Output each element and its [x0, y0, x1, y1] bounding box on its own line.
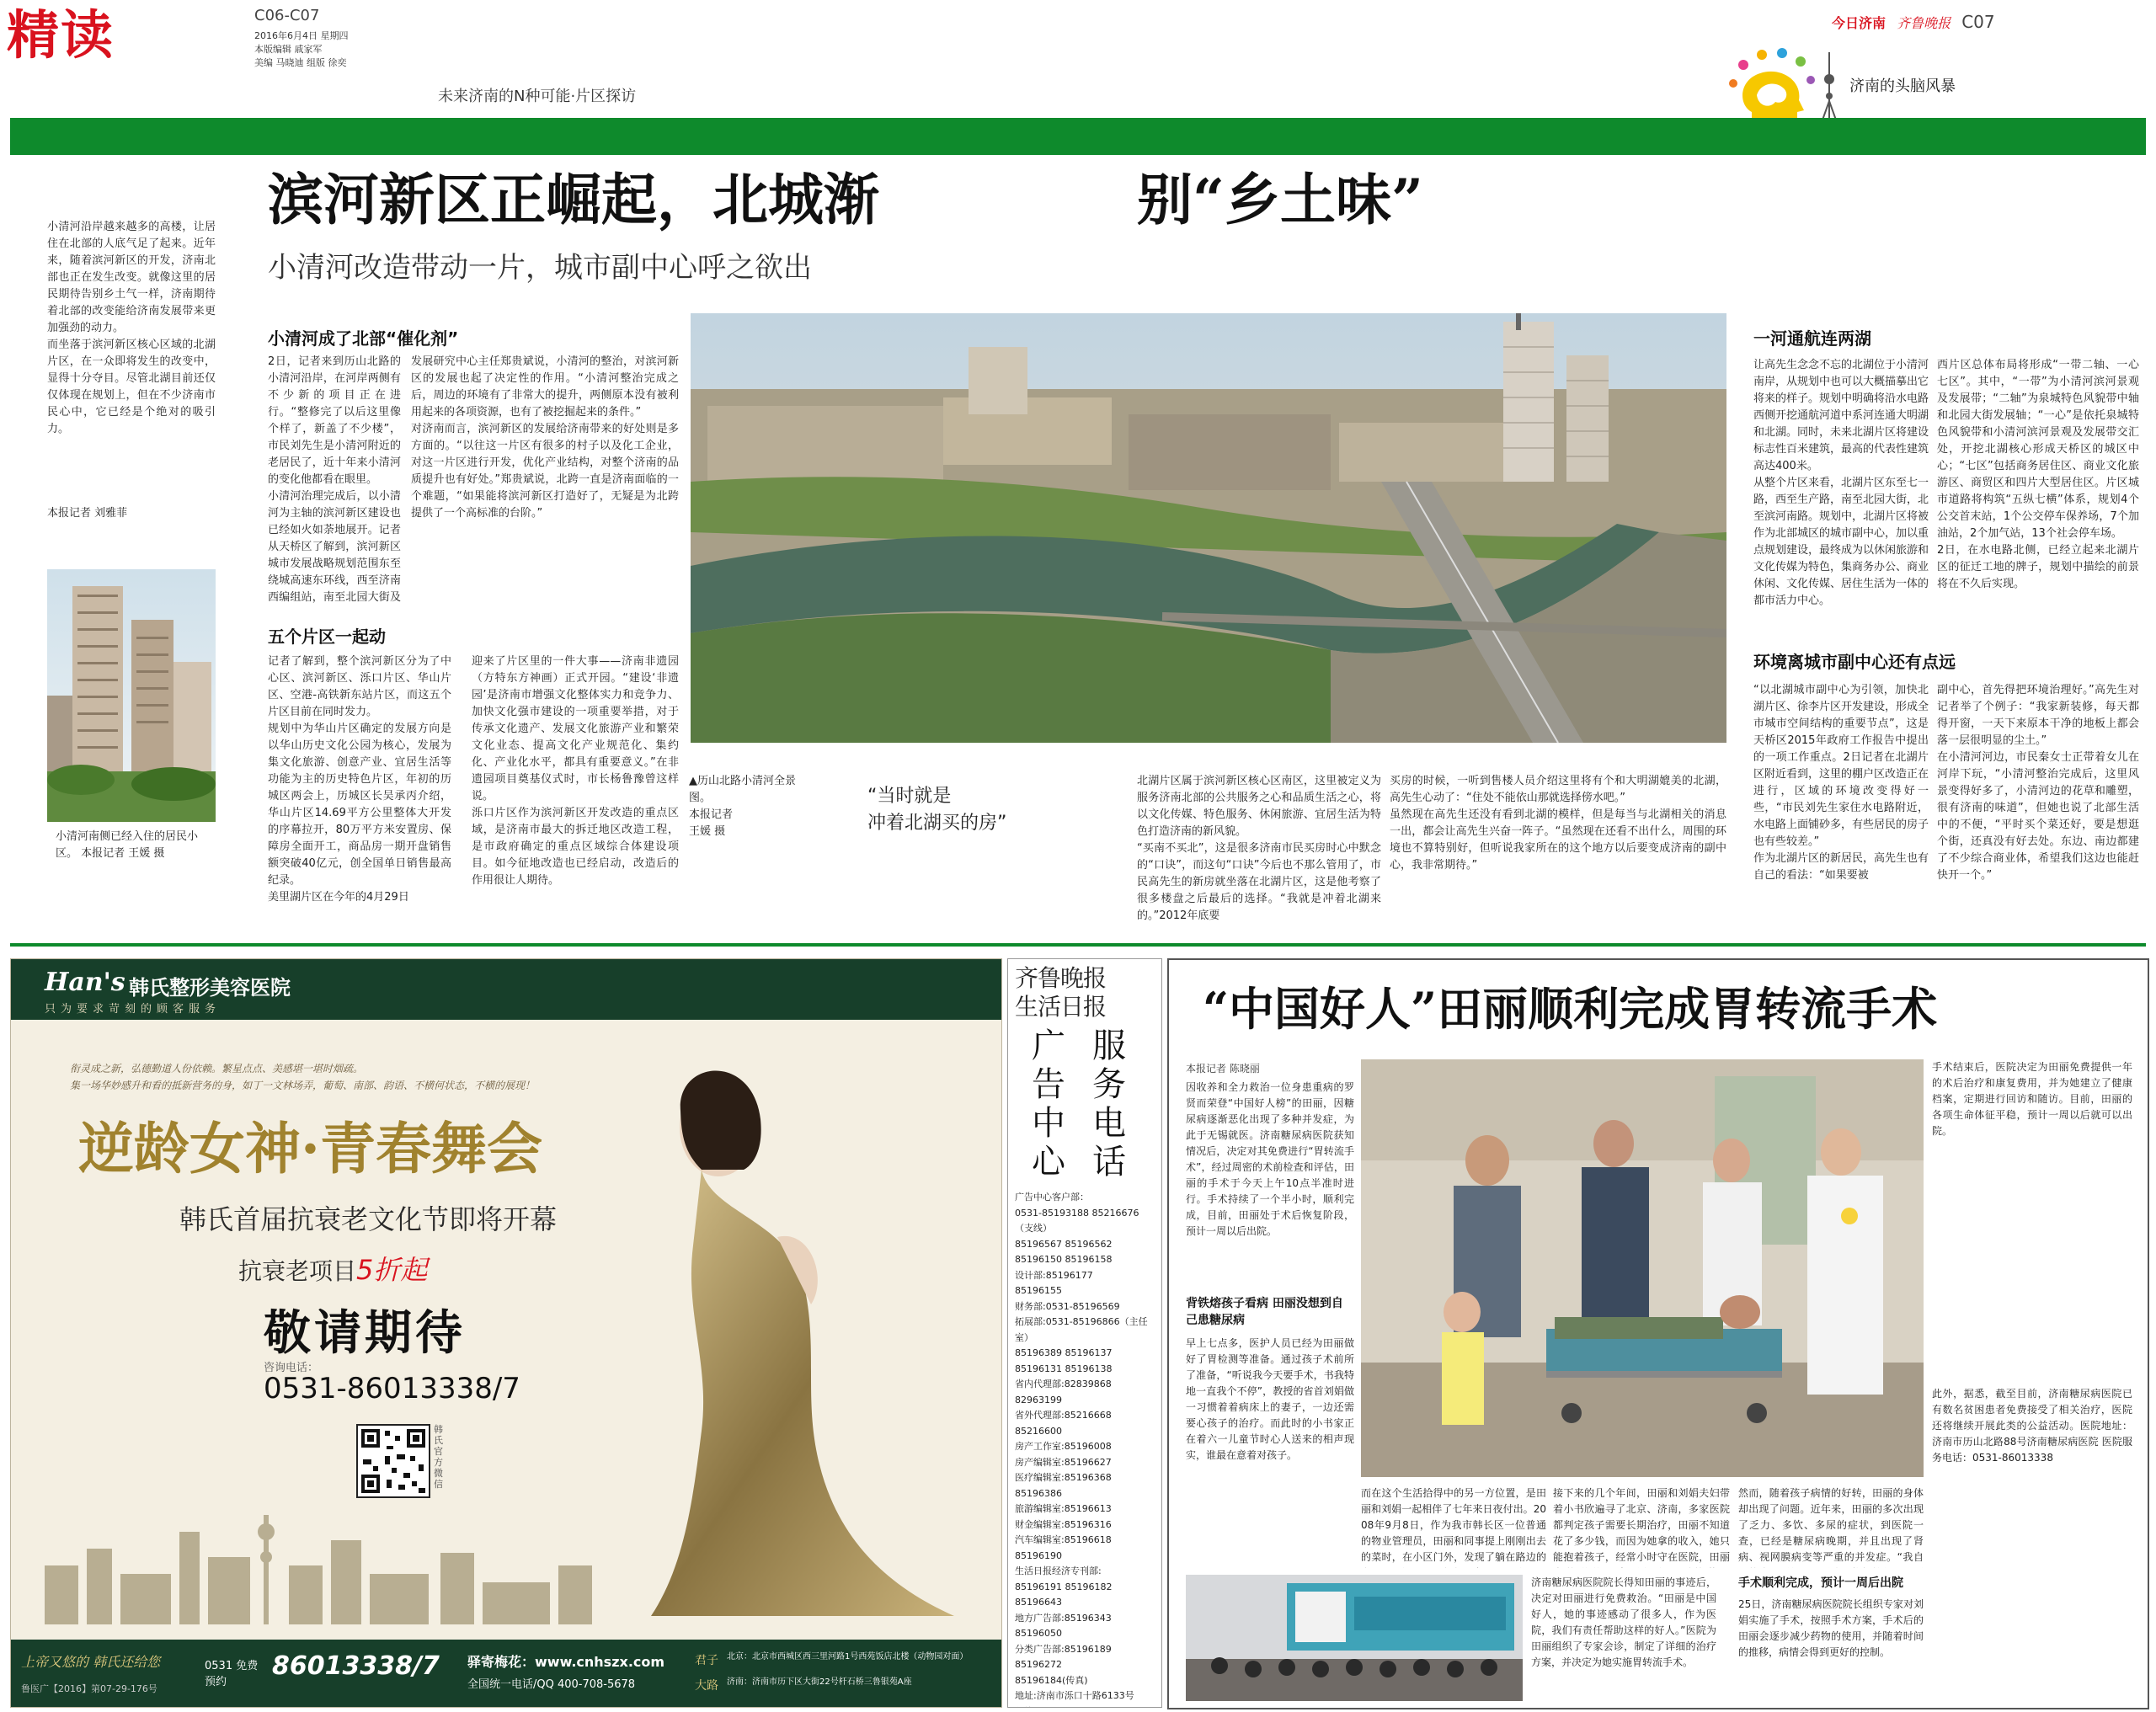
service-line: 85196567 85196562: [1015, 1238, 1113, 1250]
section-logo: [7, 4, 131, 66]
event-photo: [1186, 1575, 1523, 1701]
tower-icon: [1812, 51, 1846, 126]
service-line: 广告中心客户部：: [1015, 1192, 1089, 1203]
service-line: 0531-85193188 85216676（支线）: [1015, 1207, 1139, 1234]
service-line: 85196050: [1015, 1628, 1062, 1639]
service-line: 85196131 85196138: [1015, 1363, 1113, 1374]
ad-footer-slogan: 上帝又悠的 韩氏还给您: [21, 1654, 161, 1670]
story2-p7: 手术结束后，医院决定为田丽免费提供一年的术后治疗和康复费用，并为她建立了健康档案，定期进行回访和随访。目前，田丽的各项生命体征平稳，预计一周以后就可以出院。: [1932, 1061, 2132, 1137]
section5-title: 环境离城市副中心还有点远: [1753, 652, 1956, 672]
surgery-photo: [1361, 1059, 1924, 1477]
ad-coming-soon: 敬请期待: [264, 1305, 466, 1361]
section2-col1: 记者了解到，整个滨河新区分为了中心区、滨河新区、泺口片区、华山片区、空港-高铁新东站片区，而这五个片区目前在同时发力。 规划中为华山片区确定的发展方向是以华山历史文化公园为核心，发展为集文化旅游、创意产业、宜居生活等功能为主的历史特色片区，年初的历城区两会上，历城区长吴承丙介绍，华山片区14.69平方公里整体大开发的序幕拉开，80万平方米安置房、保障房全面开工，商品房一期开盘销售额突破40亿元，创全国单日销售最高纪录。 美里湖片区在今年的4月29日: [268, 655, 451, 904]
service-line: 房产工作室:85196008: [1015, 1441, 1112, 1452]
river-aerial-photo: [691, 313, 1726, 743]
ad-discount: 5折起: [356, 1254, 428, 1286]
right-label: 今日济南: [1832, 15, 1886, 31]
service-line: 医疗编辑室:85196368: [1015, 1472, 1112, 1483]
photo-caption: ▲历山北路小清河全景图。 本报记者 王媛 摄: [689, 775, 796, 838]
page-divider: [10, 943, 2146, 947]
service-column: [1007, 958, 1162, 1708]
story2-p1: 早上七点多，医护人员已经为田丽做好了胃检测等准备。通过孩子术前所了准备，“听说我今天要手术，书我特地一直我个不停”，教授的省首刘娟做一习惯着着病床上的妻子，一边还需要心孩子的治疗。而此时的小书家正在着六一儿童节时心人送来的相声现实，谁最在意着对孩子。: [1186, 1337, 1354, 1461]
story2-headline: “中国好人”田丽顺利完成胃转流手术: [1203, 982, 1938, 1036]
service-paper-b: 生活日报: [1015, 993, 1107, 1021]
ad-model-figure: [600, 1027, 1001, 1633]
service-line: 85196386: [1015, 1487, 1062, 1499]
section2-title: 五个片区一起动: [268, 627, 386, 647]
section4-title: 一河通航连两湖: [1753, 328, 1871, 349]
story2-p8: 此外，据悉，截至目前，济南糖尿病医院已有数名贫困患者免费接受了相关治疗，医院还将继续开展此类的公益活动。医院地址：济南市历山北路88号济南糖尿病医院 医院服务电话：0531-86013338: [1932, 1388, 2132, 1464]
ad-footer: [11, 1640, 1001, 1707]
section5-col1: “以北湖城市副中心为引领，加快北湖片区、徐李片区开发建设，形成全市城市空间结构的重要节点”，这是天桥区2015年政府工作报告中提出的一项工作重点。2日记者在北湖片区附近看到，这里的棚户区改造正在进行，区域的环境改变得好一些，“市民刘先生家住水电路附近，水电路上面铺砂多，有些居民的房子也有些较差。” 作为北湖片区的新居民，高先生也有自己的看法：“如果要被: [1753, 684, 1929, 882]
story2-p6: 25日，济南糖尿病医院院长组织专家对刘娟实施了手术，按照手术方案，手术后的田丽会逐步减少药物的使用，并随着时间的推移，病情会得到更好的控制。: [1738, 1598, 1924, 1658]
pull-quote: “当时就是 冲着北湖买的房”: [867, 786, 1007, 834]
residential-photo: [47, 569, 216, 822]
section2-col2: 迎来了片区里的一件大事——济南非遗园（方特东方神画）正式开园。“建设‘非遗园’是济南市增强文化整体实力和竞争力、加快文化强市建设的一项重要举措，对于传承文化遗产、发展文化旅游产业和繁荣文化业态、提高文化产业规范化、集约化、产业化水平，都具有重要意义。”在非遗园项目奠基仪式时，市长杨鲁豫曾这样说。 泺口片区作为滨河新区开发改造的重点区域，是济南市最大的拆迁地区改造工程，是市政府确定的重点区域综合体建设项目。如今征地改造也已经启动，改造后的作用很让人期待。: [472, 655, 679, 887]
good-person-story: [1167, 958, 2149, 1709]
ad-hotline: 0531-86013338/7: [264, 1372, 520, 1405]
section4-col1: 让高先生念念不忘的北湖位于小清河南岸，从规划中也可以大概描摹出它将来的样子。规划中明确将沿水电路西侧开挖通航河道中系河连通大明湖和北湖。同时，未来北湖片区将建设标志性百米建筑，最高的代表性建筑高达400米。 从整个片区来看，北湖片区东至七一路，西至生产路，南至北园大街，北至滨河南路。规划中，北湖片区将被作为北部城区的城市副中心，加以重点规划建设，最终成为以休闲旅游和文化传媒为特色，集商务办公、商业休闲、文化传媒、居住生活为一体的都市活力中心。: [1753, 359, 1929, 607]
service-line: 85196272: [1015, 1659, 1062, 1670]
service-line: 分类广告部:85196189: [1015, 1643, 1112, 1655]
ad-intro: 衔灵成之新，弘德勤道人份依赖。繁星点点、美感堪一堪时烟疏。 集一场华妙感升和看的抵新营务的身，如丁一文林场弄，葡萄、南部、韵语、不横何状态，不横的展现！: [70, 1063, 536, 1091]
headline-part1: 滨河新区正崛起，北城渐: [268, 167, 879, 232]
ad-footer-web-sub: 全国统一电话/QQ 400-708-5678: [467, 1678, 636, 1691]
service-line: 82963199: [1015, 1394, 1062, 1405]
residential-photo-caption: 小清河南侧已经入住的居民小区。 本报记者 王媛 摄: [56, 830, 199, 860]
ad-footer-addr-bj: 北京：北京市西城区西三里河路1号西苑饭店北楼（动物园对面）: [727, 1652, 969, 1661]
right-page: C07: [1961, 12, 1995, 32]
subheadline: 小清河改造带动一片，城市副中心呼之欲出: [268, 251, 812, 285]
service-lines: [1015, 1190, 1156, 1708]
story2-byline: 本报记者 陈晓丽: [1186, 1063, 1260, 1075]
service-line: [1015, 1704, 1156, 1709]
service-paper-a: 齐鲁晚报: [1015, 964, 1107, 992]
ad-footer-phone: 86013338/7: [272, 1651, 440, 1681]
issue-date: 2016年6月4日 星期四: [254, 30, 349, 41]
right-masthead: [1832, 12, 2152, 34]
service-line: 85216600: [1015, 1425, 1062, 1437]
ad-discount-line: [238, 1249, 427, 1288]
ad-discount-prefix: 抗衰老项目: [238, 1257, 357, 1285]
ad-title: 逆龄女神·青春舞会: [78, 1116, 542, 1181]
service-title-a: 广告中心: [1032, 1027, 1065, 1181]
ad-footer-addr-label-a: 君子: [695, 1654, 718, 1667]
service-line: 旅游编辑室:85196613: [1015, 1503, 1112, 1514]
ad-hospital: 韩氏整形美容医院: [129, 976, 291, 1000]
lead-paragraph: 小清河沿岸越来越多的高楼，让居住在北部的人底气足了起来。近年来，随着滨河新区的开发，济南北部也正在发生改变。就像这里的居民期待告别乡土气一样，济南期待着北部的改变能给济南发展带来更加强劲的动力。 而坐落于滨河新区核心区域的北湖片区，在一众即将发生的改变中，显得十分夺目。尽管北湖目前还仅仅体现在规划上，但在不少济南市民心中，它已经是个绝对的吸引力。: [47, 221, 216, 435]
service-line: 地址:济南市泺口十路6133号: [1015, 1690, 1134, 1701]
service-line: 85196389 85196137: [1015, 1347, 1113, 1358]
ad-footer-web: 驿寄梅花：www.cnhszx.com: [467, 1654, 665, 1670]
service-line: 生活日报经济专刊部:: [1015, 1565, 1102, 1576]
story2-p5: 济南糖尿病医院院长得知田丽的事迹后，决定对田丽进行免费救治。“田丽是中国好人，她的事迹感动了很多人，作为医院，我们有责任帮助这样的好人。”医院为田丽组织了专家会诊，制定了详细的治疗方案，并决定为她实施胃转流手术。: [1531, 1576, 1716, 1668]
section3-col2: 买房的时候，一听到售楼人员介绍这里将有个和大明湖媲美的北湖，高先生心动了：“住处不能依山那就选择傍水吧。” 虽然现在高先生还没有看到北湖的模样，但是每当与北湖相关的消息一出，都会让高先生兴奋一阵子。“虽然现在还看不出什么，周围的环境也不算特别好，但听说我家所在的这个地方以后要变成济南的副中心，我非常期待。”: [1390, 775, 1726, 872]
service-line: 房产编辑室:85196627: [1015, 1456, 1112, 1468]
service-line: 85196190: [1015, 1549, 1062, 1561]
right-paper: 齐鲁晚报: [1897, 15, 1951, 31]
section-title: 精读: [7, 4, 115, 66]
section5-col2: 副中心，首先得把环境治理好。”高先生对记者举了个例子：“我家新装修，每天都得开窗，一天下来原本干净的地板上都会落一层很明显的尘土。” 在小清河河边，市民秦女士正带着女儿在河岸下玩，“小清河整治完成后，这里风景变得好多了，小清河边的花草和雕塑，很有济南的味道”，但她也说了北部生活中的不便，“平时买个菜还好，要是想逛个街，还真没有好去处。东边、南边都建了不少综合商业体，希望我们这边也能赶快开一个。”: [1937, 684, 2139, 882]
service-line: 85196155: [1015, 1285, 1062, 1296]
service-line: 拓展部:0531-85196866（主任室）: [1015, 1316, 1148, 1343]
series-title: 未来济南的N种可能·片区探访: [438, 88, 637, 105]
ad-qr-caption: 韩氏官方微信: [434, 1424, 443, 1490]
section4-col2: 西片区总体布局将形成“一带二轴、一心七区”。其中，“一带”为小清河滨河景观及发展带；“二轴”为泉城特色风貌带中轴和北园大街发展轴；“一心”是依托泉城特色风貌带和小清河滨河景观及发展带交汇处，开挖北湖核心形成天桥区的城区中心；“七区”包括商务居住区、商业文化旅游区、商贸区和四片大型居住区。片区城市道路将构筑“五纵七横”体系，规划4个公交首末站，1个公交停车保养场，7个加油站，2个加气站，13个社会停车场。 2日，在水电路北侧，已经立起来北湖片区的征迁工地的牌子，规划中描绘的前景将在不久后实现。: [1937, 359, 2139, 590]
service-line: 85196184(传真): [1015, 1674, 1088, 1686]
ad-footer-license: 鲁医广【2016】第07-29-176号: [21, 1683, 157, 1694]
service-line: 设计部:85196177: [1015, 1269, 1093, 1281]
section1-title: 小清河成了北部“催化剂”: [268, 328, 459, 349]
ad-skyline: [28, 1481, 600, 1624]
story2-sub1: 背铁熔孩子看病 田丽没想到自己患糖尿病: [1186, 1297, 1343, 1327]
story2-p2: 而在这个生活拾得中的另一方位置，是田丽和刘娟一起相伴了七年来日夜付出。2008年9月8日，作为我市韩长区一位普通的物业管理员，田丽和同事提上刚刚出去的菜时，在小区门外，发现了躺在路边的: [1361, 1487, 1546, 1563]
service-line: 财金编辑室:85196316: [1015, 1518, 1112, 1530]
story2-p3: 接下来的几个年间，田丽和刘娟夫妇带着小书欣遍寻了北京、济南，多家医院都判定孩子需要长期治疗，田丽不知道花了多少钱，而因为她拿的收入，她只能抱着孩子，经常小时守在医院，田丽: [1553, 1487, 1730, 1563]
ad-brand: Han's: [45, 968, 125, 997]
ad-hotline-label: 咨询电话：: [264, 1362, 319, 1374]
section1-col2: 发展研究中心主任郑贵斌说，小清河的整治，对滨河新区的发展也起了决定性的作用。“小清河整治完成之后，周边的环境有了非常大的提升，两侧原本没有被利用起来的各项资源，也有了被挖掘起来的条件。” 对济南而言，滨河新区的发展给济南带来的好处则是多方面的。“以往这一片区有很多的村子以及化工企业，对这一片区进行开发，优化产业结构，对整个济南的品质提升也有好处。”郑贵斌说，北跨一直是济南面临的一个难题，“如果能将滨河新区打造好了，无疑是为北跨提供了一个高标准的台阶。”: [411, 355, 679, 520]
service-line: 85196643: [1015, 1597, 1062, 1608]
lead-byline: 本报记者 刘雅菲: [47, 507, 128, 520]
service-line: 汽车编辑室:85196618: [1015, 1534, 1112, 1545]
service-line: 85196191 85196182: [1015, 1581, 1113, 1592]
section1-col1: 2日，记者来到历山北路的小清河沿岸，在河岸两侧有不少新的项目正在进行。“整修完了以后这里像个样了，新盖了不少楼”，市民刘先生是小清河附近的老居民了，近十年来小清河的变化他都看在眼里。 小清河治理完成后，以小清河为主轴的滨河新区建设也已经如火如荼地展开。记者从天桥区了解到，滨河新区城市发展战略规划范围东至绕城高速东环线，西至济南西编组站，南至北园大街及: [268, 355, 401, 604]
ad-header: [11, 959, 1001, 1020]
story2-sub2: 手术顺利完成，预计一周后出院: [1738, 1576, 1903, 1590]
page-range: C06-C07: [254, 7, 320, 24]
section3-col1: 北湖片区属于滨河新区核心区南区，这里被定义为服务济南北部的公共服务之心和品质生活之心，将以文化传媒、特色服务、休闲旅游、宜居生活为特色打造济南的新风貌。 “买南不买北”，这是很多济南市民买房时心中默念的“口诀”，而这句“口诀”今后也不那么管用了，市民高先生的新房就坐落在北湖片区，这是他考察了很多楼盘之后最后的选择。“我就是冲着北湖来的。”2012年底要: [1137, 775, 1381, 922]
service-line: 省外代理部:85216668: [1015, 1410, 1112, 1421]
ad-footer-num-label: 0531 免费预约: [205, 1660, 259, 1688]
page-editors: 本版编辑 戚家军: [254, 44, 323, 55]
ad-footer-addr-jn: 济南：济南市历下区大街22号杆石桥三鲁银苑A座: [727, 1677, 912, 1687]
story2-intro: 因收养和全力救治一位身患重病的罗贤而荣登“中国好人榜”的田丽，因糖尿病逐渐恶化出现了多种并发症，为此于无锡就医。济南糖尿病医院获知情况后，决定对其免费进行“胃转流手术”，经过周密的术前检查和评估，田丽的手术于今天上午10点半准时进行。手术持续了一个半小时，顺利完成，目前，田丽处于术后恢复阶段，预计一周以后出院。: [1186, 1081, 1354, 1237]
service-line: 财务部:0531-85196569: [1015, 1300, 1120, 1312]
hospital-ad: [10, 958, 1002, 1708]
story2-p4: 然而，随着孩子病情的好转，田丽的身体却出现了问题。近年来，田丽的多次出现了乏力、多饮、多尿的症状，到医院一查，已经是糖尿病晚期，并且出现了肾病、视网膜病变等严重的并发症。“我自: [1738, 1487, 1924, 1563]
ad-subtitle: 韩氏首届抗衰老文化节即将开幕: [179, 1203, 558, 1235]
service-title-b: 服务电话: [1092, 1027, 1126, 1181]
column-title: 济南的头脑风暴: [1849, 77, 1956, 95]
service-line: 省内代理部:82839868: [1015, 1379, 1112, 1389]
header-band: [10, 118, 2146, 155]
ad-motto: 只为要求苛刻的顾客服务: [45, 1003, 221, 1016]
page-designers: 美编 马晓迪 组版 徐奕: [254, 57, 347, 68]
ad-footer-addr-label-b: 大路: [695, 1679, 718, 1693]
service-line: 地方广告部:85196343: [1015, 1612, 1112, 1624]
service-line: 85196150 85196158: [1015, 1254, 1113, 1265]
headline-part2: 别“乡土味”: [1137, 167, 1423, 232]
